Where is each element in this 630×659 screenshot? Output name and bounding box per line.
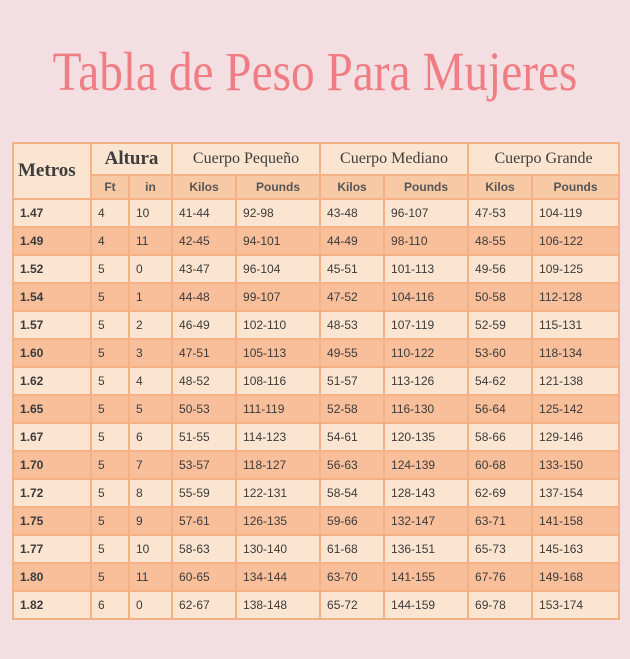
- cell-ft: 5: [91, 479, 129, 507]
- header-large-pounds: Pounds: [532, 175, 619, 199]
- cell-medium-kilos: 61-68: [320, 535, 384, 563]
- cell-medium-pounds: 113-126: [384, 367, 468, 395]
- cell-ft: 5: [91, 311, 129, 339]
- cell-in: 7: [129, 451, 172, 479]
- cell-in: 10: [129, 535, 172, 563]
- table-row: [13, 283, 619, 311]
- cell-small-kilos: 60-65: [172, 563, 236, 591]
- cell-medium-kilos: 45-51: [320, 255, 384, 283]
- table-row: [13, 591, 619, 619]
- cell-small-kilos: 50-53: [172, 395, 236, 423]
- table-row: [13, 255, 619, 283]
- cell-small-pounds: 138-148: [236, 591, 320, 619]
- cell-metros: 1.54: [13, 283, 91, 311]
- header-small-body: Cuerpo Pequeño: [172, 143, 320, 175]
- cell-medium-kilos: 44-49: [320, 227, 384, 255]
- cell-ft: 5: [91, 535, 129, 563]
- weight-table-container: [12, 142, 618, 620]
- table-body: [13, 199, 619, 619]
- header-small-pounds: Pounds: [236, 175, 320, 199]
- cell-small-kilos: 57-61: [172, 507, 236, 535]
- cell-large-pounds: 104-119: [532, 199, 619, 227]
- cell-large-pounds: 109-125: [532, 255, 619, 283]
- cell-metros: 1.52: [13, 255, 91, 283]
- cell-large-kilos: 53-60: [468, 339, 532, 367]
- header-row-groups: [13, 143, 619, 175]
- cell-ft: 5: [91, 451, 129, 479]
- cell-metros: 1.62: [13, 367, 91, 395]
- cell-metros: 1.82: [13, 591, 91, 619]
- cell-large-kilos: 50-58: [468, 283, 532, 311]
- cell-large-pounds: 145-163: [532, 535, 619, 563]
- cell-medium-pounds: 101-113: [384, 255, 468, 283]
- cell-medium-pounds: 104-116: [384, 283, 468, 311]
- header-ft: Ft: [91, 175, 129, 199]
- cell-medium-kilos: 54-61: [320, 423, 384, 451]
- cell-ft: 6: [91, 591, 129, 619]
- cell-large-pounds: 149-168: [532, 563, 619, 591]
- cell-small-pounds: 134-144: [236, 563, 320, 591]
- header-medium-kilos: Kilos: [320, 175, 384, 199]
- cell-in: 11: [129, 563, 172, 591]
- cell-small-kilos: 53-57: [172, 451, 236, 479]
- cell-large-kilos: 56-64: [468, 395, 532, 423]
- cell-ft: 5: [91, 283, 129, 311]
- cell-medium-kilos: 48-53: [320, 311, 384, 339]
- cell-metros: 1.57: [13, 311, 91, 339]
- cell-medium-kilos: 63-70: [320, 563, 384, 591]
- cell-medium-pounds: 144-159: [384, 591, 468, 619]
- header-medium-body: Cuerpo Mediano: [320, 143, 468, 175]
- cell-in: 8: [129, 479, 172, 507]
- cell-large-kilos: 49-56: [468, 255, 532, 283]
- cell-small-pounds: 114-123: [236, 423, 320, 451]
- header-metros: Metros: [13, 143, 91, 199]
- cell-large-kilos: 69-78: [468, 591, 532, 619]
- cell-medium-kilos: 52-58: [320, 395, 384, 423]
- header-row-units: [13, 175, 619, 199]
- cell-large-pounds: 118-134: [532, 339, 619, 367]
- cell-medium-pounds: 107-119: [384, 311, 468, 339]
- cell-large-pounds: 115-131: [532, 311, 619, 339]
- cell-small-pounds: 130-140: [236, 535, 320, 563]
- cell-small-pounds: 108-116: [236, 367, 320, 395]
- cell-large-kilos: 48-55: [468, 227, 532, 255]
- table-row: [13, 535, 619, 563]
- table-row: [13, 423, 619, 451]
- cell-medium-pounds: 98-110: [384, 227, 468, 255]
- cell-small-kilos: 42-45: [172, 227, 236, 255]
- cell-in: 5: [129, 395, 172, 423]
- cell-large-kilos: 63-71: [468, 507, 532, 535]
- table-row: [13, 199, 619, 227]
- cell-metros: 1.70: [13, 451, 91, 479]
- cell-metros: 1.75: [13, 507, 91, 535]
- cell-small-kilos: 51-55: [172, 423, 236, 451]
- table-row: [13, 451, 619, 479]
- cell-medium-kilos: 65-72: [320, 591, 384, 619]
- cell-large-pounds: 141-158: [532, 507, 619, 535]
- cell-medium-pounds: 120-135: [384, 423, 468, 451]
- cell-metros: 1.67: [13, 423, 91, 451]
- cell-medium-pounds: 128-143: [384, 479, 468, 507]
- cell-small-pounds: 122-131: [236, 479, 320, 507]
- cell-small-kilos: 46-49: [172, 311, 236, 339]
- header-medium-pounds: Pounds: [384, 175, 468, 199]
- cell-large-kilos: 67-76: [468, 563, 532, 591]
- cell-large-pounds: 112-128: [532, 283, 619, 311]
- cell-in: 11: [129, 227, 172, 255]
- cell-small-pounds: 118-127: [236, 451, 320, 479]
- cell-small-pounds: 111-119: [236, 395, 320, 423]
- cell-in: 6: [129, 423, 172, 451]
- cell-small-pounds: 92-98: [236, 199, 320, 227]
- cell-medium-pounds: 96-107: [384, 199, 468, 227]
- cell-ft: 4: [91, 199, 129, 227]
- cell-metros: 1.77: [13, 535, 91, 563]
- cell-large-kilos: 52-59: [468, 311, 532, 339]
- cell-ft: 5: [91, 395, 129, 423]
- table-row: [13, 339, 619, 367]
- cell-medium-pounds: 132-147: [384, 507, 468, 535]
- table-row: [13, 563, 619, 591]
- cell-in: 0: [129, 255, 172, 283]
- cell-large-pounds: 106-122: [532, 227, 619, 255]
- cell-in: 1: [129, 283, 172, 311]
- cell-medium-kilos: 47-52: [320, 283, 384, 311]
- cell-small-kilos: 48-52: [172, 367, 236, 395]
- cell-metros: 1.49: [13, 227, 91, 255]
- cell-medium-kilos: 59-66: [320, 507, 384, 535]
- header-altura: Altura: [91, 143, 172, 175]
- cell-in: 9: [129, 507, 172, 535]
- cell-medium-pounds: 124-139: [384, 451, 468, 479]
- cell-metros: 1.65: [13, 395, 91, 423]
- cell-small-kilos: 58-63: [172, 535, 236, 563]
- cell-large-pounds: 121-138: [532, 367, 619, 395]
- cell-small-pounds: 96-104: [236, 255, 320, 283]
- cell-ft: 5: [91, 255, 129, 283]
- cell-ft: 5: [91, 507, 129, 535]
- header-small-kilos: Kilos: [172, 175, 236, 199]
- cell-medium-kilos: 43-48: [320, 199, 384, 227]
- cell-small-kilos: 43-47: [172, 255, 236, 283]
- cell-ft: 5: [91, 367, 129, 395]
- cell-large-pounds: 153-174: [532, 591, 619, 619]
- header-large-body: Cuerpo Grande: [468, 143, 619, 175]
- cell-in: 10: [129, 199, 172, 227]
- cell-small-pounds: 126-135: [236, 507, 320, 535]
- header-in: in: [129, 175, 172, 199]
- cell-ft: 5: [91, 563, 129, 591]
- cell-in: 3: [129, 339, 172, 367]
- cell-small-pounds: 105-113: [236, 339, 320, 367]
- cell-large-kilos: 54-62: [468, 367, 532, 395]
- header-large-kilos: Kilos: [468, 175, 532, 199]
- cell-ft: 5: [91, 423, 129, 451]
- cell-large-pounds: 137-154: [532, 479, 619, 507]
- cell-in: 0: [129, 591, 172, 619]
- cell-large-kilos: 65-73: [468, 535, 532, 563]
- cell-metros: 1.80: [13, 563, 91, 591]
- cell-metros: 1.60: [13, 339, 91, 367]
- cell-large-kilos: 58-66: [468, 423, 532, 451]
- table-row: [13, 479, 619, 507]
- cell-in: 4: [129, 367, 172, 395]
- cell-medium-pounds: 110-122: [384, 339, 468, 367]
- cell-medium-pounds: 116-130: [384, 395, 468, 423]
- cell-in: 2: [129, 311, 172, 339]
- table-row: [13, 507, 619, 535]
- cell-medium-pounds: 136-151: [384, 535, 468, 563]
- cell-large-kilos: 60-68: [468, 451, 532, 479]
- cell-metros: 1.47: [13, 199, 91, 227]
- cell-large-pounds: 129-146: [532, 423, 619, 451]
- cell-ft: 5: [91, 339, 129, 367]
- cell-large-kilos: 47-53: [468, 199, 532, 227]
- cell-medium-kilos: 58-54: [320, 479, 384, 507]
- page-title: Tabla de Peso Para Mujeres: [52, 41, 578, 102]
- cell-metros: 1.72: [13, 479, 91, 507]
- cell-small-kilos: 62-67: [172, 591, 236, 619]
- table-row: [13, 395, 619, 423]
- cell-small-kilos: 44-48: [172, 283, 236, 311]
- cell-small-pounds: 99-107: [236, 283, 320, 311]
- weight-table: [12, 142, 620, 620]
- table-row: [13, 367, 619, 395]
- cell-small-kilos: 47-51: [172, 339, 236, 367]
- cell-medium-pounds: 141-155: [384, 563, 468, 591]
- cell-medium-kilos: 56-63: [320, 451, 384, 479]
- cell-large-pounds: 133-150: [532, 451, 619, 479]
- table-row: [13, 311, 619, 339]
- cell-medium-kilos: 51-57: [320, 367, 384, 395]
- cell-medium-kilos: 49-55: [320, 339, 384, 367]
- table-row: [13, 227, 619, 255]
- cell-large-kilos: 62-69: [468, 479, 532, 507]
- cell-small-kilos: 55-59: [172, 479, 236, 507]
- cell-small-pounds: 102-110: [236, 311, 320, 339]
- cell-small-kilos: 41-44: [172, 199, 236, 227]
- cell-large-pounds: 125-142: [532, 395, 619, 423]
- cell-small-pounds: 94-101: [236, 227, 320, 255]
- cell-ft: 4: [91, 227, 129, 255]
